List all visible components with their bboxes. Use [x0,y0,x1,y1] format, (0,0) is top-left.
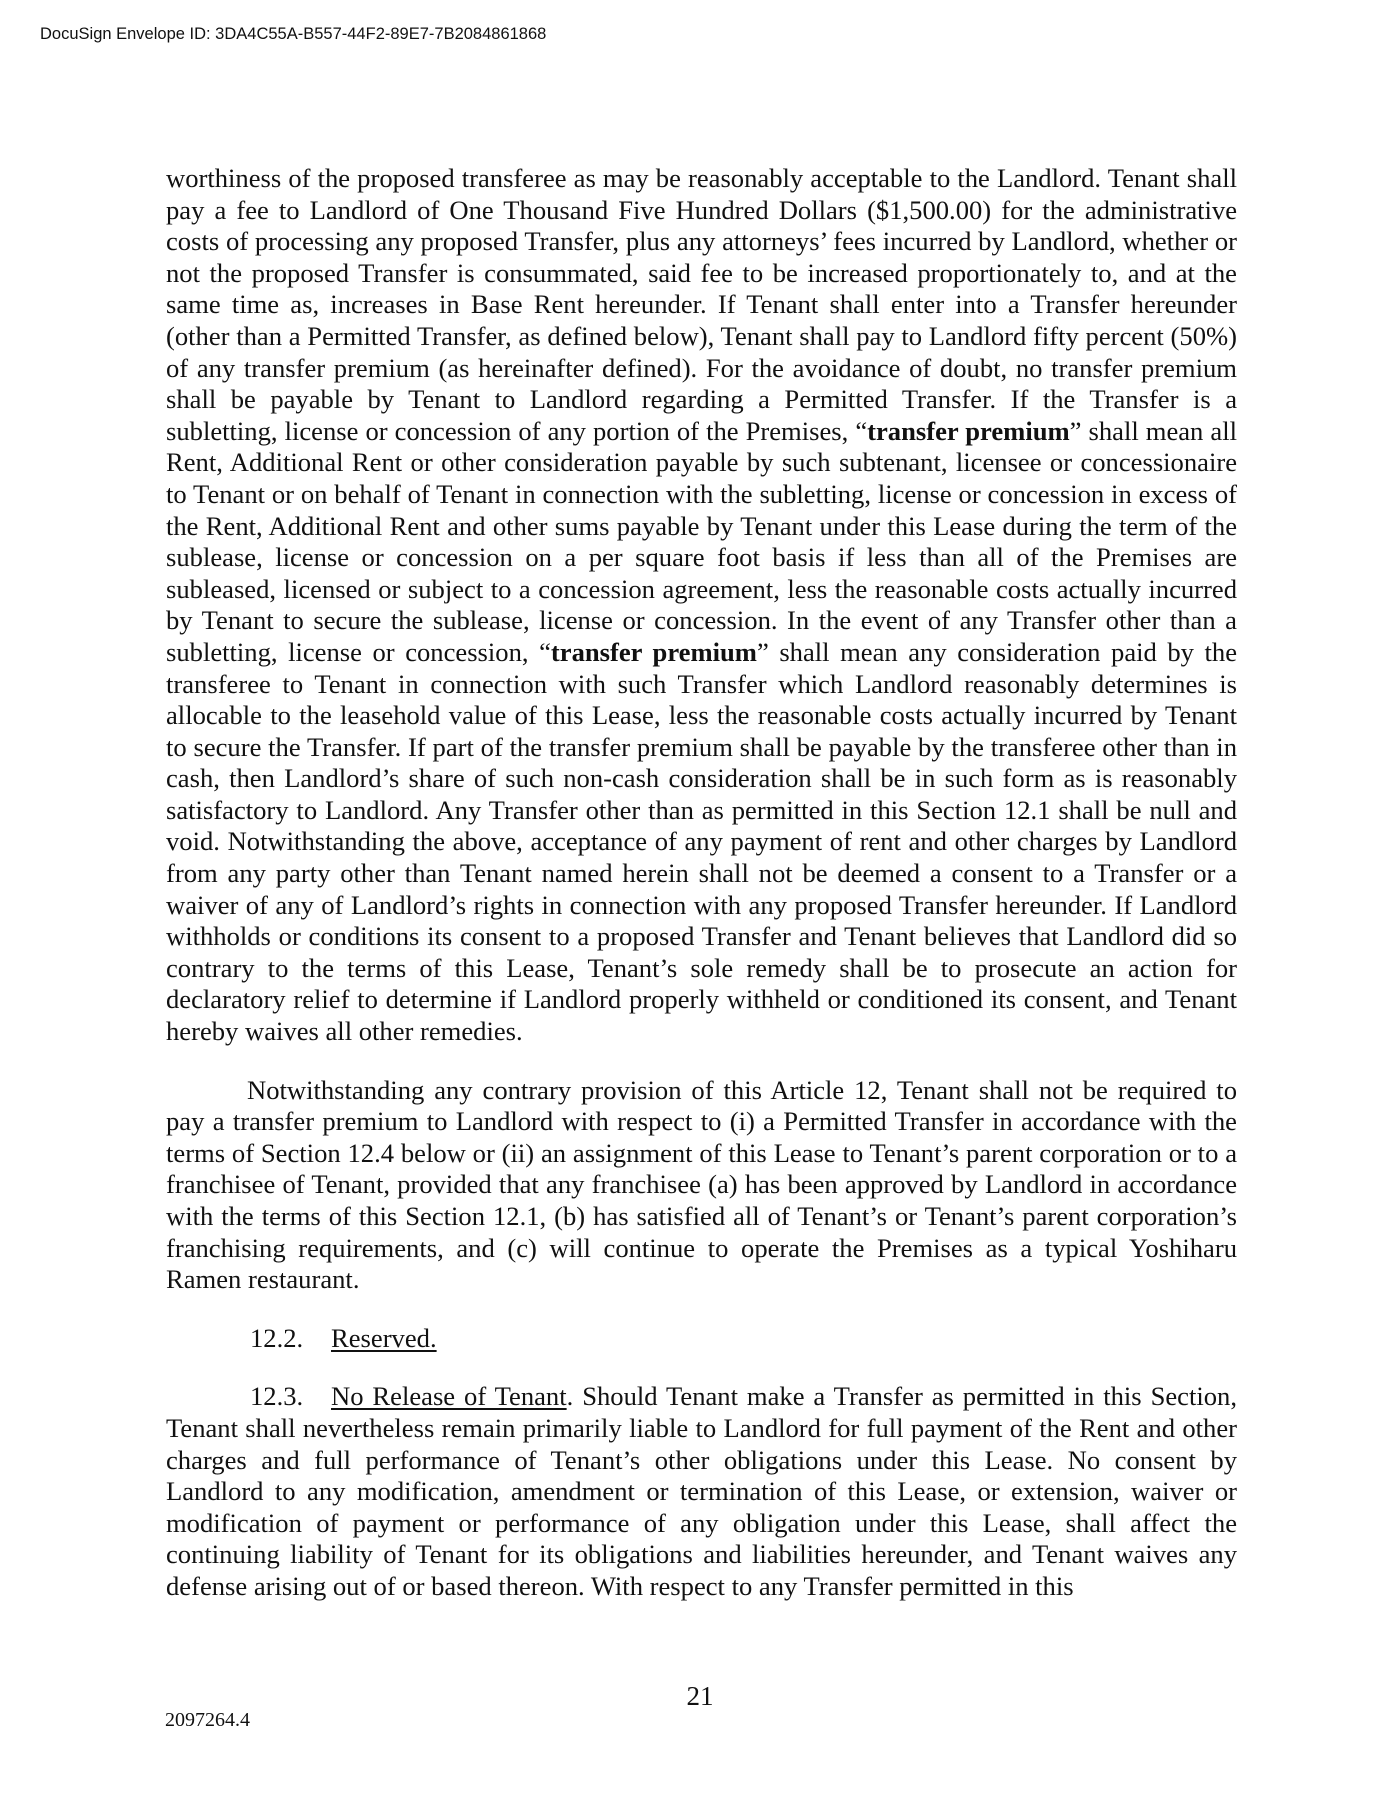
docusign-envelope-id: DocuSign Envelope ID: 3DA4C55A-B557-44F2-89E7-7B2084861868 [40,25,547,43]
defined-term-transfer-premium: transfer premium [867,415,1070,446]
section-12-2 [166,1323,1237,1355]
section-number: 12.2. [250,1322,304,1353]
page-body [166,163,1237,1603]
section-body: . Should Tenant make a Transfer as permitted in this Section, Tenant shall nevertheless remain primarily liable to Landlord for full payment of the Rent and other charges and full performance of Tenant’s other obligations under this Lease. No consent by Landlord to any modification, amendment or termination of this Lease, or extension, waiver or modification of payment or performance of any obligation under this Lease, shall affect the continuing liability of Tenant for its obligations and liabilities hereunder, and Tenant waives any defense arising out of or based thereon. With respect to any Transfer permitted in this [166,1381,1238,1601]
paragraph-spacer [166,1296,1237,1323]
section-number: 12.3. [250,1381,304,1412]
section-title: Reserved. [331,1322,437,1353]
paragraph-text: ” shall mean all Rent, Additional Rent or other consideration payable by such subtenant, licensee or concessionaire to Tenant or on behalf of Tenant in connection with the subletting, license or concession in excess of the Rent, Additional Rent and other sums payable by Tenant under this Lease during the term of the sublease, license or concession on a per square foot basis if less than all of the Premises are subleased, licensed or subject to a concession agreement, less the reasonable costs actually incurred by Tenant to secure the sublease, license or concession. In the event of any Transfer other than a subletting, license or concession, “ [166,415,1237,667]
document-number: 2097264.4 [165,1709,250,1731]
page-number: 21 [686,1681,714,1711]
paragraph-transfer-premium [166,163,1237,1048]
paragraph-text: worthiness of the proposed transferee as may be reasonably acceptable to the Landlord. Tenant shall pay a fee to Landlord of One Thousand Five Hundred Dollars ($1,500.00) for the administrative costs of processing any proposed Transfer, plus any attorneys’ fees incurred by Landlord, whether or not the proposed Transfer is consummated, said fee to be increased proportionately to, and at the same time as, increases in Base Rent hereunder. If Tenant shall enter into a Transfer hereunder (other than a Permitted Transfer, as defined below), Tenant shall pay to Landlord fifty percent (50%) of any transfer premium (as hereinafter defined). For the avoidance of doubt, no transfer premium shall be payable by Tenant to Landlord regarding a Permitted Transfer. If the Transfer is a subletting, license or concession of any portion of the Premises, “ [166,163,1237,446]
paragraph-notwithstanding: Notwithstanding any contrary provision of this Article 12, Tenant shall not be required to pay a transfer premium to Landlord with respect to (i) a Permitted Transfer in accordance with the terms of Section 12.4 below or (ii) an assignment of this Lease to Tenant’s parent corporation or to a franchisee of Tenant, provided that any franchisee (a) has been approved by Landlord in accordance with the terms of this Section 12.1, (b) has satisfied all of Tenant’s or Tenant’s parent corporation’s franchising requirements, and (c) will continue to operate the Premises as a typical Yoshiharu Ramen restaurant. [166,1074,1237,1295]
defined-term-transfer-premium: transfer premium [550,636,757,667]
section-12-3 [166,1381,1237,1602]
paragraph-spacer [166,1354,1237,1381]
section-title: No Release of Tenant [331,1381,567,1412]
paragraph-text: ” shall mean any consideration paid by the transferee to Tenant in connection with such Transfer which Landlord reasonably determines is allocable to the leasehold value of this Lease, less the reasonable costs actually incurred by Tenant to secure the Transfer. If part of the transfer premium shall be payable by the transferee other than in cash, then Landlord’s share of such non-cash consideration shall be in such form as is reasonably satisfactory to Landlord. Any Transfer other than as permitted in this Section 12.1 shall be null and void. Notwithstanding the above, acceptance of any payment of rent and other charges by Landlord from any party other than Tenant named herein shall not be deemed a consent to a Transfer or a waiver of any of Landlord’s rights in connection with any proposed Transfer hereunder. If Landlord withholds or conditions its consent to a proposed Transfer and Tenant believes that Landlord did so contrary to the terms of this Lease, Tenant’s sole remedy shall be to prosecute an action for declaratory relief to determine if Landlord properly withheld or conditioned its consent, and Tenant hereby waives all other remedies. [166,636,1237,1047]
paragraph-spacer [166,1048,1237,1075]
